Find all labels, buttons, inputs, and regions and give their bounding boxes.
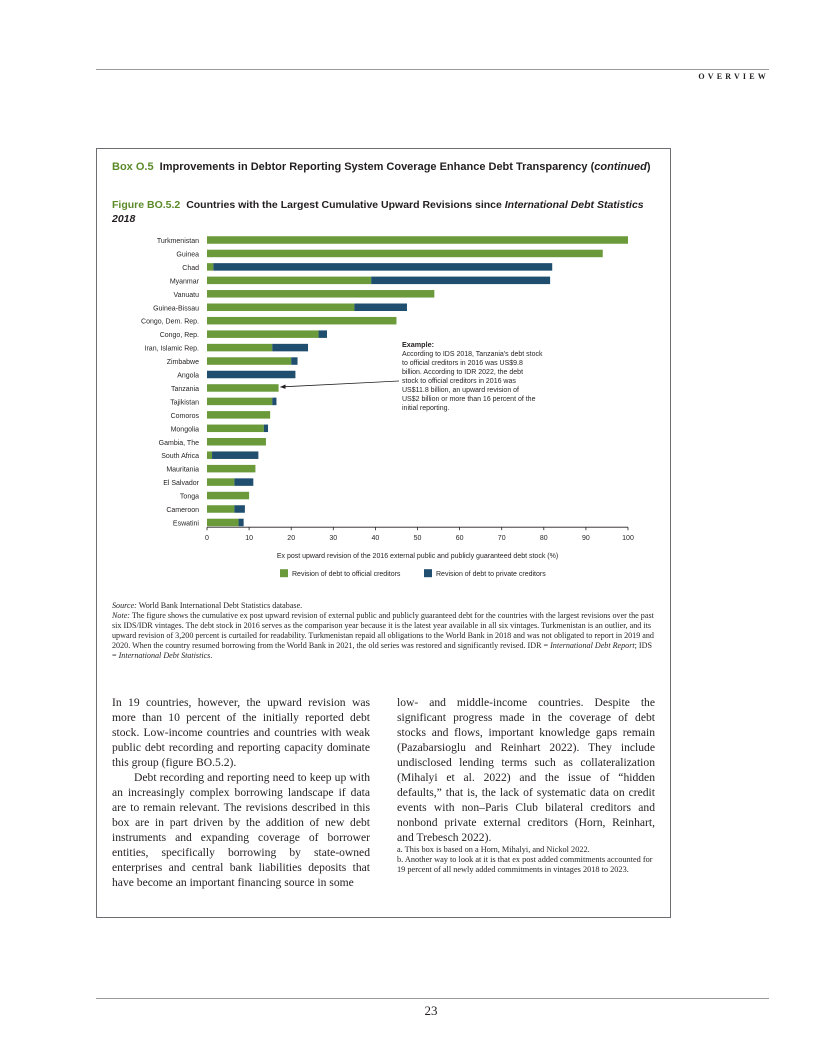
bar-official bbox=[207, 263, 213, 271]
bar-official bbox=[207, 250, 603, 258]
bar-official bbox=[207, 357, 291, 365]
x-tick-label: 10 bbox=[245, 535, 253, 543]
box-title-text: Improvements in Debtor Reporting System Coverage Enhance Debt Transparency ( bbox=[159, 161, 595, 173]
top-rule bbox=[96, 69, 769, 70]
chart-legend bbox=[280, 569, 546, 578]
category-label: Comoros bbox=[170, 412, 199, 420]
annotation-line: billion. According to IDR 2022, the debt bbox=[402, 369, 524, 376]
category-label: Tajikistan bbox=[170, 399, 199, 407]
legend-swatch-official bbox=[280, 569, 288, 577]
bar-official bbox=[207, 236, 628, 244]
x-tick-label: 80 bbox=[539, 535, 548, 543]
bar-private bbox=[272, 344, 308, 352]
x-tick-label: 90 bbox=[582, 535, 590, 543]
bar-official bbox=[207, 290, 434, 298]
note-text: The figure shows the cumulative ex post upward revision of external public and publicly guaranteed debt for the countries with the largest revisions over the past six IDS/IDR vintages. The debt stock in 2016 serves as the comparison year because it is the latest year available in all six vintages. Turkmenistan is an outlier, and its upward revision of 3,200 percent is curtailed for readability. Turkmenistan repaid all obligations to the World Bank in 2018 and was not obligated to report in 2019 and 2020. When the country resumed borrowing from the World Bank in 2021, the old series was restored and significantly revised. IDR = bbox=[112, 610, 654, 650]
x-tick-label: 40 bbox=[371, 535, 380, 543]
x-tick-label: 0 bbox=[205, 535, 209, 543]
annotation-lines bbox=[402, 351, 543, 412]
category-label: Iran, Islamic Rep. bbox=[144, 345, 199, 353]
bar-private bbox=[234, 478, 253, 486]
category-label: Guinea-Bissau bbox=[153, 305, 199, 313]
category-label: Angola bbox=[177, 372, 199, 380]
body-left-column bbox=[112, 695, 370, 890]
page-number: 23 bbox=[424, 1003, 438, 1018]
figure-title-italic: International Debt Statistics 2018 bbox=[112, 199, 644, 225]
source-label: Source: bbox=[112, 601, 137, 610]
bar-official bbox=[207, 411, 270, 419]
x-tick-label: 50 bbox=[413, 535, 422, 543]
figure-notes bbox=[112, 601, 657, 660]
box-title-italic: continued bbox=[594, 161, 647, 173]
bar-private bbox=[291, 357, 297, 365]
bar-private bbox=[213, 263, 552, 271]
bar-official bbox=[207, 478, 234, 486]
category-label: Gambia, The bbox=[158, 439, 199, 447]
body-paragraph-1: In 19 countries, however, the upward revision was more than 10 percent of the initially reported debt stock. Low-income countries and countries with weak public debt recording and reporting capacity dominate this group (figure BO.5.2). bbox=[112, 696, 370, 769]
bar-chart bbox=[97, 149, 672, 599]
x-tick-label: 100 bbox=[622, 535, 634, 543]
bar-private bbox=[272, 398, 276, 406]
tanzania-annotation bbox=[281, 340, 543, 412]
bar-official bbox=[207, 277, 371, 285]
box-o5 bbox=[96, 148, 671, 918]
category-label: Tonga bbox=[179, 493, 199, 501]
bar-private bbox=[207, 371, 295, 379]
category-label: Turkmenistan bbox=[156, 238, 199, 245]
bar-official bbox=[207, 492, 249, 500]
note-label: Note: bbox=[112, 610, 130, 620]
bottom-rule bbox=[96, 998, 769, 999]
bar-private bbox=[239, 519, 244, 527]
category-label: Tanzania bbox=[170, 385, 199, 393]
bar-official bbox=[207, 425, 264, 433]
x-ticks bbox=[205, 527, 634, 542]
annotation-line: US$11.8 billion, an upward revision of bbox=[402, 387, 519, 394]
annotation-line: US$2 billion or more than 16 percent of the bbox=[402, 396, 536, 403]
bar-official bbox=[207, 519, 239, 527]
category-label: Vanuatu bbox=[173, 291, 199, 299]
category-label: Congo, Rep. bbox=[159, 332, 199, 340]
bar-official bbox=[207, 344, 272, 352]
bar-official bbox=[207, 451, 212, 459]
bar-private bbox=[371, 277, 550, 285]
annotation-line: initial reporting. bbox=[402, 405, 450, 412]
category-label: Eswatini bbox=[172, 520, 199, 528]
bar-official bbox=[207, 398, 272, 406]
note-end: . bbox=[210, 650, 213, 660]
category-label: Guinea bbox=[176, 251, 199, 259]
legend-swatch-private bbox=[424, 569, 432, 577]
bar-private bbox=[212, 451, 258, 459]
box-title-end: ) bbox=[646, 161, 651, 173]
annotation-line: to official creditors in 2016 was US$9.8 bbox=[402, 360, 523, 367]
x-tick-label: 70 bbox=[497, 535, 506, 543]
annotation-line: According to IDS 2018, Tanzania's debt stock bbox=[402, 351, 543, 358]
category-label: Cameroon bbox=[166, 507, 199, 514]
bar-private bbox=[319, 330, 327, 338]
category-labels bbox=[141, 238, 200, 527]
x-tick-label: 20 bbox=[287, 535, 296, 543]
source-text: World Bank International Debt Statistics database. bbox=[136, 601, 303, 610]
bar-private bbox=[354, 304, 407, 312]
category-label: Congo, Dem. Rep. bbox=[141, 318, 199, 326]
x-tick-label: 30 bbox=[329, 535, 338, 543]
source-note bbox=[112, 601, 657, 611]
figure-label: Figure BO.5.2 bbox=[112, 199, 181, 211]
idr-name: International Debt Report bbox=[550, 640, 635, 650]
bar-official bbox=[207, 438, 266, 446]
bar-official bbox=[207, 317, 396, 325]
bar-official bbox=[207, 384, 279, 392]
x-axis-label: Ex post upward revision of the 2016 external public and publicly guaranteed debt stock (%) bbox=[276, 553, 559, 561]
bar-official bbox=[207, 330, 319, 338]
x-tick-label: 60 bbox=[455, 535, 464, 543]
bar-private bbox=[234, 505, 245, 513]
bar-official bbox=[207, 304, 354, 312]
box-label: Box O.5 bbox=[112, 161, 154, 173]
bar-official bbox=[207, 505, 234, 513]
category-label: Chad bbox=[182, 264, 199, 272]
category-label: South Africa bbox=[161, 453, 199, 461]
footnote-b: b. Another way to look at it is that ex post added commitments accounted for 19 percent of all newly added commitments in vintages 2018 to 2023. bbox=[397, 855, 653, 874]
running-head: OVERVIEW bbox=[698, 72, 769, 81]
body-paragraph-2: Debt recording and reporting need to keep up with an increasingly complex borrowing landscape if data are to remain relevant. The revisions described in this box are in part driven by the addition of new debt instruments and expanding coverage of borrower entities, specifically borrowing by state-owned enterprises and central bank liabilities deposits that have become an important financing source in some bbox=[112, 771, 370, 889]
legend-label: Revision of debt to private creditors bbox=[436, 571, 546, 579]
annotation-arrow bbox=[281, 381, 399, 387]
body-paragraph-3: low- and middle-income countries. Despite the significant progress made in the coverage of debt stocks and flows, important knowledge gaps remain (Pazabarsioglu and Reinhart 2022). They include undisclosed lending terms such as collateralization (Mihalyi et al. 2022) and the issue of “hidden defaults,” that is, the lack of systematic data on credit events with non–Paris Club bilateral creditors and nonbond private external creditors (Horn, Reinhart, and Trebesch 2022). bbox=[397, 696, 655, 844]
figure-title-text: Countries with the Largest Cumulative Upward Revisions since bbox=[186, 199, 505, 211]
note-mid: ; IDS = bbox=[112, 640, 652, 660]
category-label: Zimbabwe bbox=[166, 359, 199, 367]
annotation-line: stock to official creditors in 2016 was bbox=[402, 378, 516, 385]
category-label: Mongolia bbox=[170, 426, 199, 434]
ids-name: International Debt Statistics bbox=[118, 650, 211, 660]
category-label: El Salvador bbox=[163, 480, 199, 488]
category-label: Myanmar bbox=[169, 278, 199, 286]
bar-official bbox=[207, 465, 255, 473]
footnote-a: a. This box is based on a Horn, Mihalyi, and Nickol 2022. bbox=[397, 845, 590, 854]
body-right-column bbox=[397, 695, 655, 875]
legend-label: Revision of debt to official creditors bbox=[292, 571, 401, 579]
annotation-title: Example: bbox=[402, 340, 434, 349]
note-paragraph bbox=[112, 611, 657, 661]
bar-private bbox=[264, 425, 268, 433]
category-label: Mauritania bbox=[166, 466, 199, 474]
